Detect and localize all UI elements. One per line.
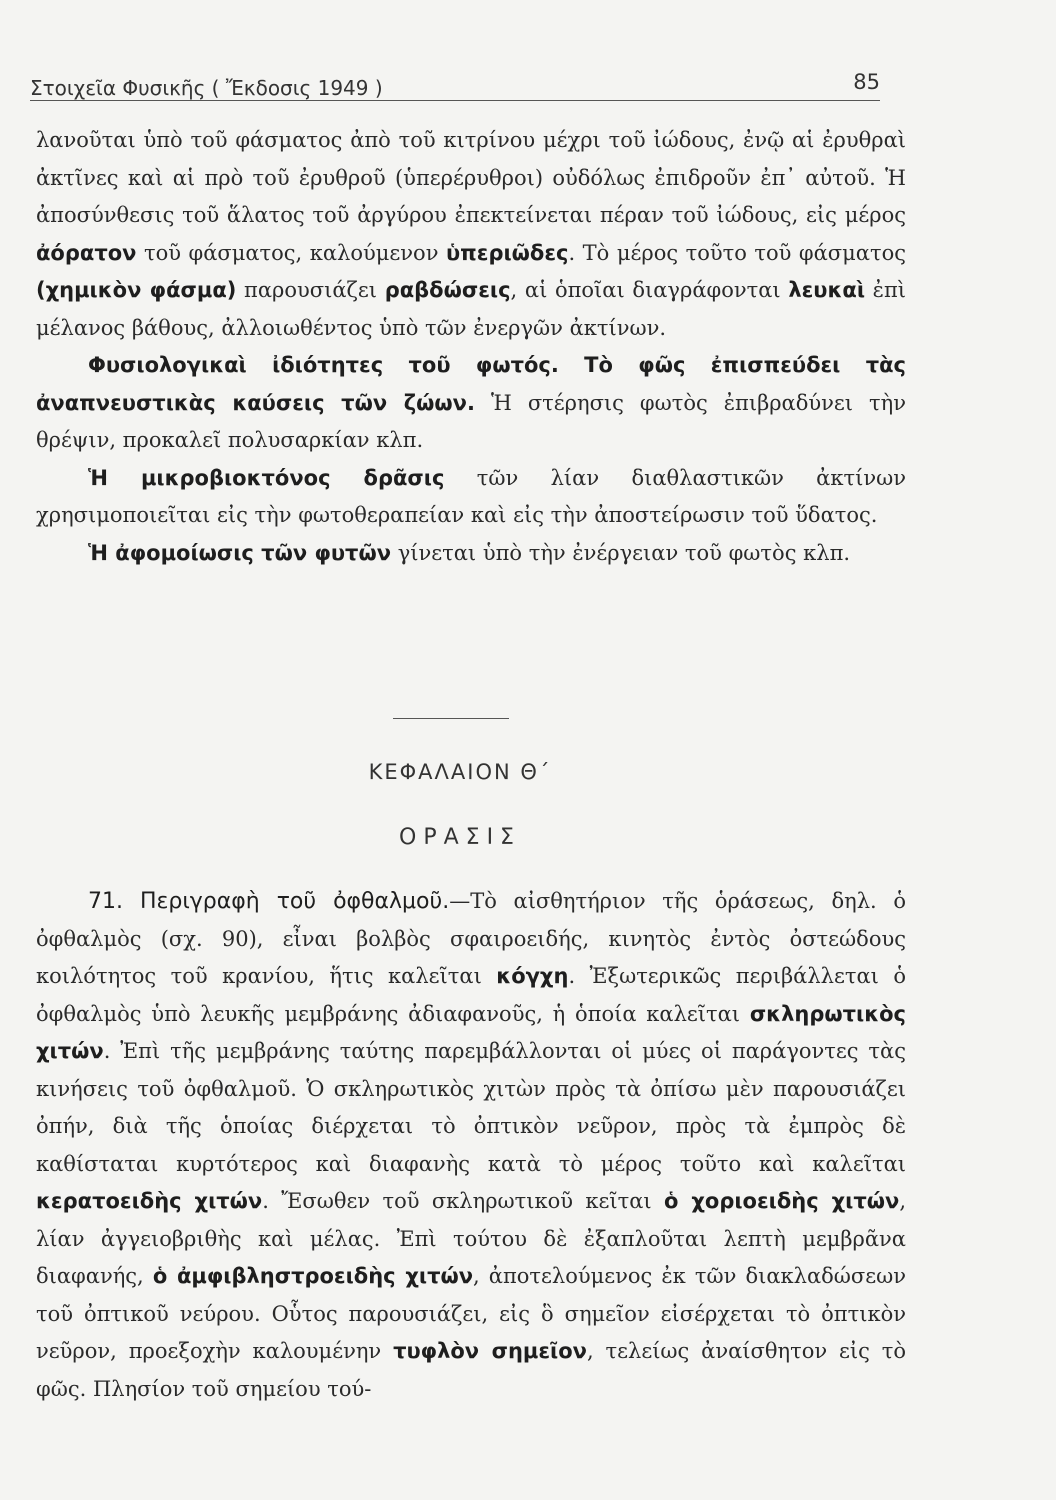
running-title: Στοιχεῖα Φυσικῆς ( Ἔκδοσις 1949 ) [30, 76, 383, 100]
chapter-label: ΚΕΦΑΛΑΙΟΝ Θ΄ [368, 760, 552, 784]
bold-term: Φυσιολογικαὶ ἰδιότητες τοῦ φωτός. Τὸ φῶς ἐπισπεύδει τὰς ἀναπνευστικὰς καύσεις τῶν ζώων. [36, 353, 906, 415]
paragraph-eye-description [36, 883, 906, 1408]
lower-text-block [36, 883, 906, 1408]
text-run: —Τὸ αἰσθητήριον τῆς ὁράσεως, δηλ. ὁ ὀφθαλμὸς (σχ. 90), εἶναι βολβὸς σφαιροειδής, κινητὸς ἐντὸς ὀστεώδους κοιλότητος τοῦ κρανίου, ἥτις καλεῖται [36, 889, 906, 988]
bold-term: (χημικὸν φάσμα) [36, 278, 237, 302]
text-run: τῶν λίαν διαθλαστικῶν ἀκτίνων χρησιμοποιεῖται εἰς τὴν φωτοθεραπείαν καὶ εἰς τὴν ἀποστείρωσιν τοῦ ὕδατος. [36, 465, 906, 527]
upper-text-block [36, 122, 906, 572]
text-run: λανοῦται ὑπὸ τοῦ φάσματος ἀπὸ τοῦ κιτρίνου μέχρι τοῦ ἰώδους, ἐνῷ αἱ ἐρυθραὶ ἀκτῖνες καὶ αἱ πρὸ τοῦ ἐρυθροῦ (ὑπερέρυθροι) οὐδόλως ἐπιδροῦν ἐπ᾽ αὐτοῦ. Ἡ ἀποσύνθεσις τοῦ ἅλατος τοῦ ἀργύρου ἐπεκτείνεται πέραν τοῦ ἰώδους, εἰς μέρος [36, 128, 906, 227]
bold-term: ἀόρατον [36, 240, 137, 265]
bold-term: ραβδώσεις [384, 278, 511, 302]
bold-term: Ἡ μικροβιοκτόνος δρᾶσις [88, 465, 445, 490]
bold-term: κερατοειδὴς χιτών [36, 1189, 263, 1213]
bold-term: ὁ χοριοειδὴς χιτών [663, 1189, 900, 1213]
paragraph-microbicidal [36, 460, 906, 535]
page-header [30, 66, 880, 101]
bold-term: κόγχη [496, 964, 569, 988]
text-run: . Ἐξωτερικῶς περιβάλλεται ὁ ὀφθαλμὸς ὑπὸ λευκῆς μεμβράνης ἀδιαφανοῦς, ἡ ὁποία καλεῖται [36, 964, 906, 1026]
bold-term: τυφλὸν σημεῖον [393, 1339, 587, 1363]
bold-term: σκληρωτικὸς χιτών [36, 1001, 906, 1063]
bold-term: ὁ ἀμφιβληστροειδὴς χιτών [152, 1264, 474, 1288]
text-run: , λίαν ἀγγειοβριθὴς καὶ μέλας. Ἐπὶ τούτου δὲ ἐξαπλοῦται λεπτὴ μεμβρᾶνα διαφανής, [36, 1189, 906, 1288]
text-run: γίνεται ὑπὸ τὴν ἐνέργειαν τοῦ φωτὸς κλπ. [391, 540, 851, 565]
text-run: , τελείως ἀναίσθητον εἰς τὸ φῶς. Πλησίον τοῦ σημείου τού- [36, 1339, 906, 1401]
bold-term: Ἡ ἀφομοίωσις τῶν φυτῶν [88, 540, 392, 565]
text-run: ἐπὶ μέλανος βάθους, ἀλλοιωθέντος ὑπὸ τῶν ἐνεργῶν ἀκτίνων. [36, 278, 906, 340]
text-run: Ἡ στέρησις φωτὸς ἐπιβραδύνει τὴν θρέψιν, προκαλεῖ πολυσαρκίαν κλπ. [36, 390, 906, 452]
paragraph-spectrum [36, 122, 906, 347]
section-divider [393, 718, 509, 719]
paragraph-assimilation [36, 535, 906, 573]
bold-term: ὑπεριῶδες [445, 240, 569, 265]
paragraph-physiological [36, 347, 906, 460]
text-run: τοῦ φάσματος, καλούμενον [136, 240, 446, 265]
page-number: 85 [853, 70, 880, 94]
text-run: παρουσιάζει [236, 278, 385, 302]
text-run: . Ἔσωθεν τοῦ σκληρωτικοῦ κεῖται [262, 1189, 664, 1213]
section-title: 71. Περιγραφὴ τοῦ ὀφθαλμοῦ. [88, 889, 450, 914]
text-run: , αἱ ὁποῖαι διαγράφονται [510, 278, 789, 302]
text-run: , ἀποτελούμενος ἐκ τῶν διακλαδώσεων τοῦ ὀπτικοῦ νεύρου. Οὗτος παρουσιάζει, εἰς ὃ σημεῖον εἰσέρχεται τὸ ὀπτικὸν νεῦρον, προεξοχὴν καλουμένην [36, 1264, 906, 1363]
text-run: . Τὸ μέρος τοῦτο τοῦ φάσματος [568, 240, 906, 265]
chapter-title: ΟΡΑΣΙΣ [399, 825, 521, 850]
text-run: . Ἐπὶ τῆς μεμβράνης ταύτης παρεμβάλλονται οἱ μύες οἱ παράγοντες τὰς κινήσεις τοῦ ὀφθαλμοῦ. Ὁ σκληρωτικὸς χιτὼν πρὸς τὰ ὀπίσω μὲν παρουσιάζει ὀπήν, διὰ τῆς ὁποίας διέρχεται τὸ ὀπτικὸν νεῦρον, πρὸς τὰ ἐμπρὸς δὲ καθίσταται κυρτότερος καὶ διαφανὴς κατὰ τὸ μέρος τοῦτο καὶ καλεῖται [36, 1039, 906, 1176]
bold-term: λευκαὶ [788, 278, 866, 302]
